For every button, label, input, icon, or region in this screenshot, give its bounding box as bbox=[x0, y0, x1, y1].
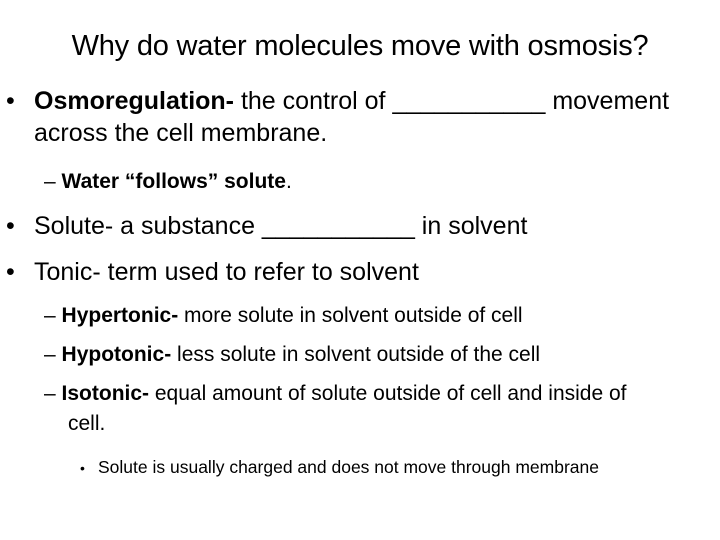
term-hypertonic: Hypertonic- bbox=[61, 304, 179, 327]
dash-marker: – bbox=[44, 382, 56, 405]
bullet-text: Solute- a substance ___________ in solvent bbox=[34, 212, 528, 240]
definition-hypertonic: more solute in solvent outside of cell bbox=[178, 304, 523, 327]
dash-marker: – bbox=[44, 304, 56, 327]
note-text: Solute is usually charged and does not move through membrane bbox=[98, 457, 599, 477]
bullet-solute bbox=[6, 210, 706, 242]
sub-bullet-isotonic bbox=[44, 379, 664, 439]
dash-marker: – bbox=[44, 170, 56, 193]
bullet-icon: • bbox=[6, 87, 15, 115]
dash-marker: – bbox=[44, 343, 56, 366]
definition-hypotonic: less solute in solvent outside of the cell bbox=[171, 343, 541, 366]
sub-bullet-text bbox=[44, 301, 704, 331]
slide-title: Why do water molecules move with osmosis? bbox=[71, 30, 649, 62]
bullet-tonic bbox=[6, 256, 706, 288]
definition-isotonic: equal amount of solute outside of cell and inside of cell. bbox=[68, 382, 627, 435]
bullet-osmoregulation bbox=[6, 85, 706, 149]
term-osmoregulation: Osmoregulation- bbox=[34, 87, 235, 115]
term-water-follows-solute: Water “follows” solute bbox=[61, 170, 286, 193]
bullet-icon: • bbox=[80, 460, 85, 476]
sub-bullet-hypertonic bbox=[44, 301, 704, 331]
sub-bullet-text bbox=[44, 340, 704, 370]
bullet-icon: • bbox=[6, 212, 15, 240]
sub-bullet-hypotonic bbox=[44, 340, 704, 370]
term-isotonic: Isotonic- bbox=[61, 382, 150, 405]
definition-osmoregulation: the control of ___________ movement across the cell membrane. bbox=[34, 87, 670, 147]
bullet-text bbox=[34, 85, 706, 149]
note-solute-charged bbox=[80, 455, 640, 479]
sub-bullet-text bbox=[44, 167, 704, 197]
bullet-icon: • bbox=[6, 258, 15, 286]
sub-bullet-water-follows-solute bbox=[44, 167, 704, 197]
sub-bullet-text bbox=[44, 379, 664, 439]
term-hypotonic: Hypotonic- bbox=[61, 343, 172, 366]
bullet-text: Tonic- term used to refer to solvent bbox=[34, 258, 419, 286]
sub-bullet-suffix: . bbox=[285, 170, 292, 193]
